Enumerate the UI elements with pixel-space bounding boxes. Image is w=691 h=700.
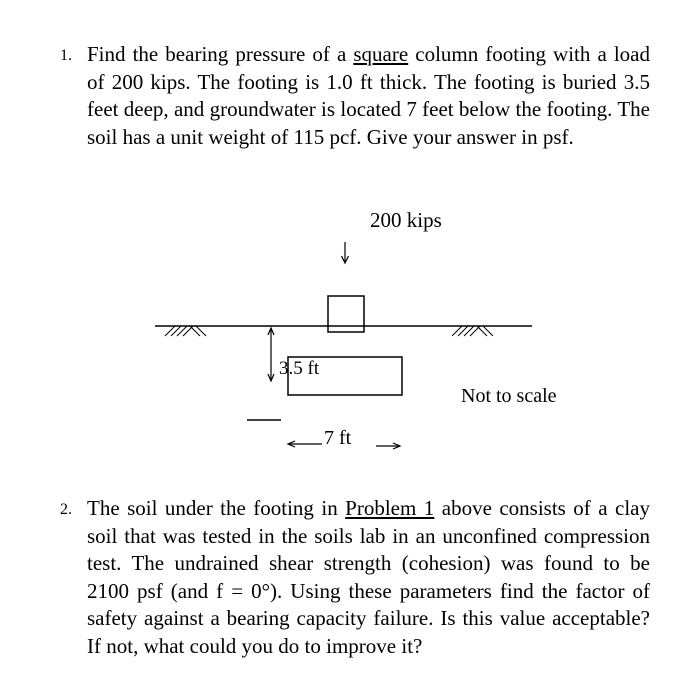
problem-1-reference: Problem 1 (345, 496, 435, 520)
problem-2 (60, 495, 650, 660)
problem-1-text-b: column footing with a load of 200 kips. The footing is 1.0 ft thick. The footing is buried 3.5 feet deep, and groundwater is located 7 feet below the footing. The soil has a unit weight of 115 pcf. Give your answer in psf. (87, 42, 650, 149)
scale-note: Not to scale (461, 385, 557, 407)
depth-arrow-icon (268, 328, 274, 381)
problem-2-text (87, 495, 650, 660)
width-label: 7 ft (324, 427, 352, 449)
problem-2-text-a: The soil under the footing in (87, 496, 346, 520)
load-label: 200 kips (370, 208, 442, 232)
problem-1-emphasis: square (353, 42, 409, 66)
problem-1-text-a: Find the bearing pressure of a (87, 42, 354, 66)
ground-hatch-right-icon (452, 326, 493, 336)
load-arrow-icon (342, 242, 349, 263)
problem-2-number: 2. (60, 501, 72, 518)
ground-hatch-left-icon (165, 326, 206, 336)
depth-label: 3.5 ft (279, 358, 320, 379)
problem-2-text-b: above consists of a clay soil that was tested in the soils lab in an unconfined compression test. The undrained shear strength (cohesion) was found to be 2100 psf (and f = 0°). Using these parameters find the factor of safety against a bearing capacity failure. Is this value acceptable? If not, what could you do to improve it? (87, 496, 650, 658)
problem-1-number: 1. (60, 47, 72, 64)
